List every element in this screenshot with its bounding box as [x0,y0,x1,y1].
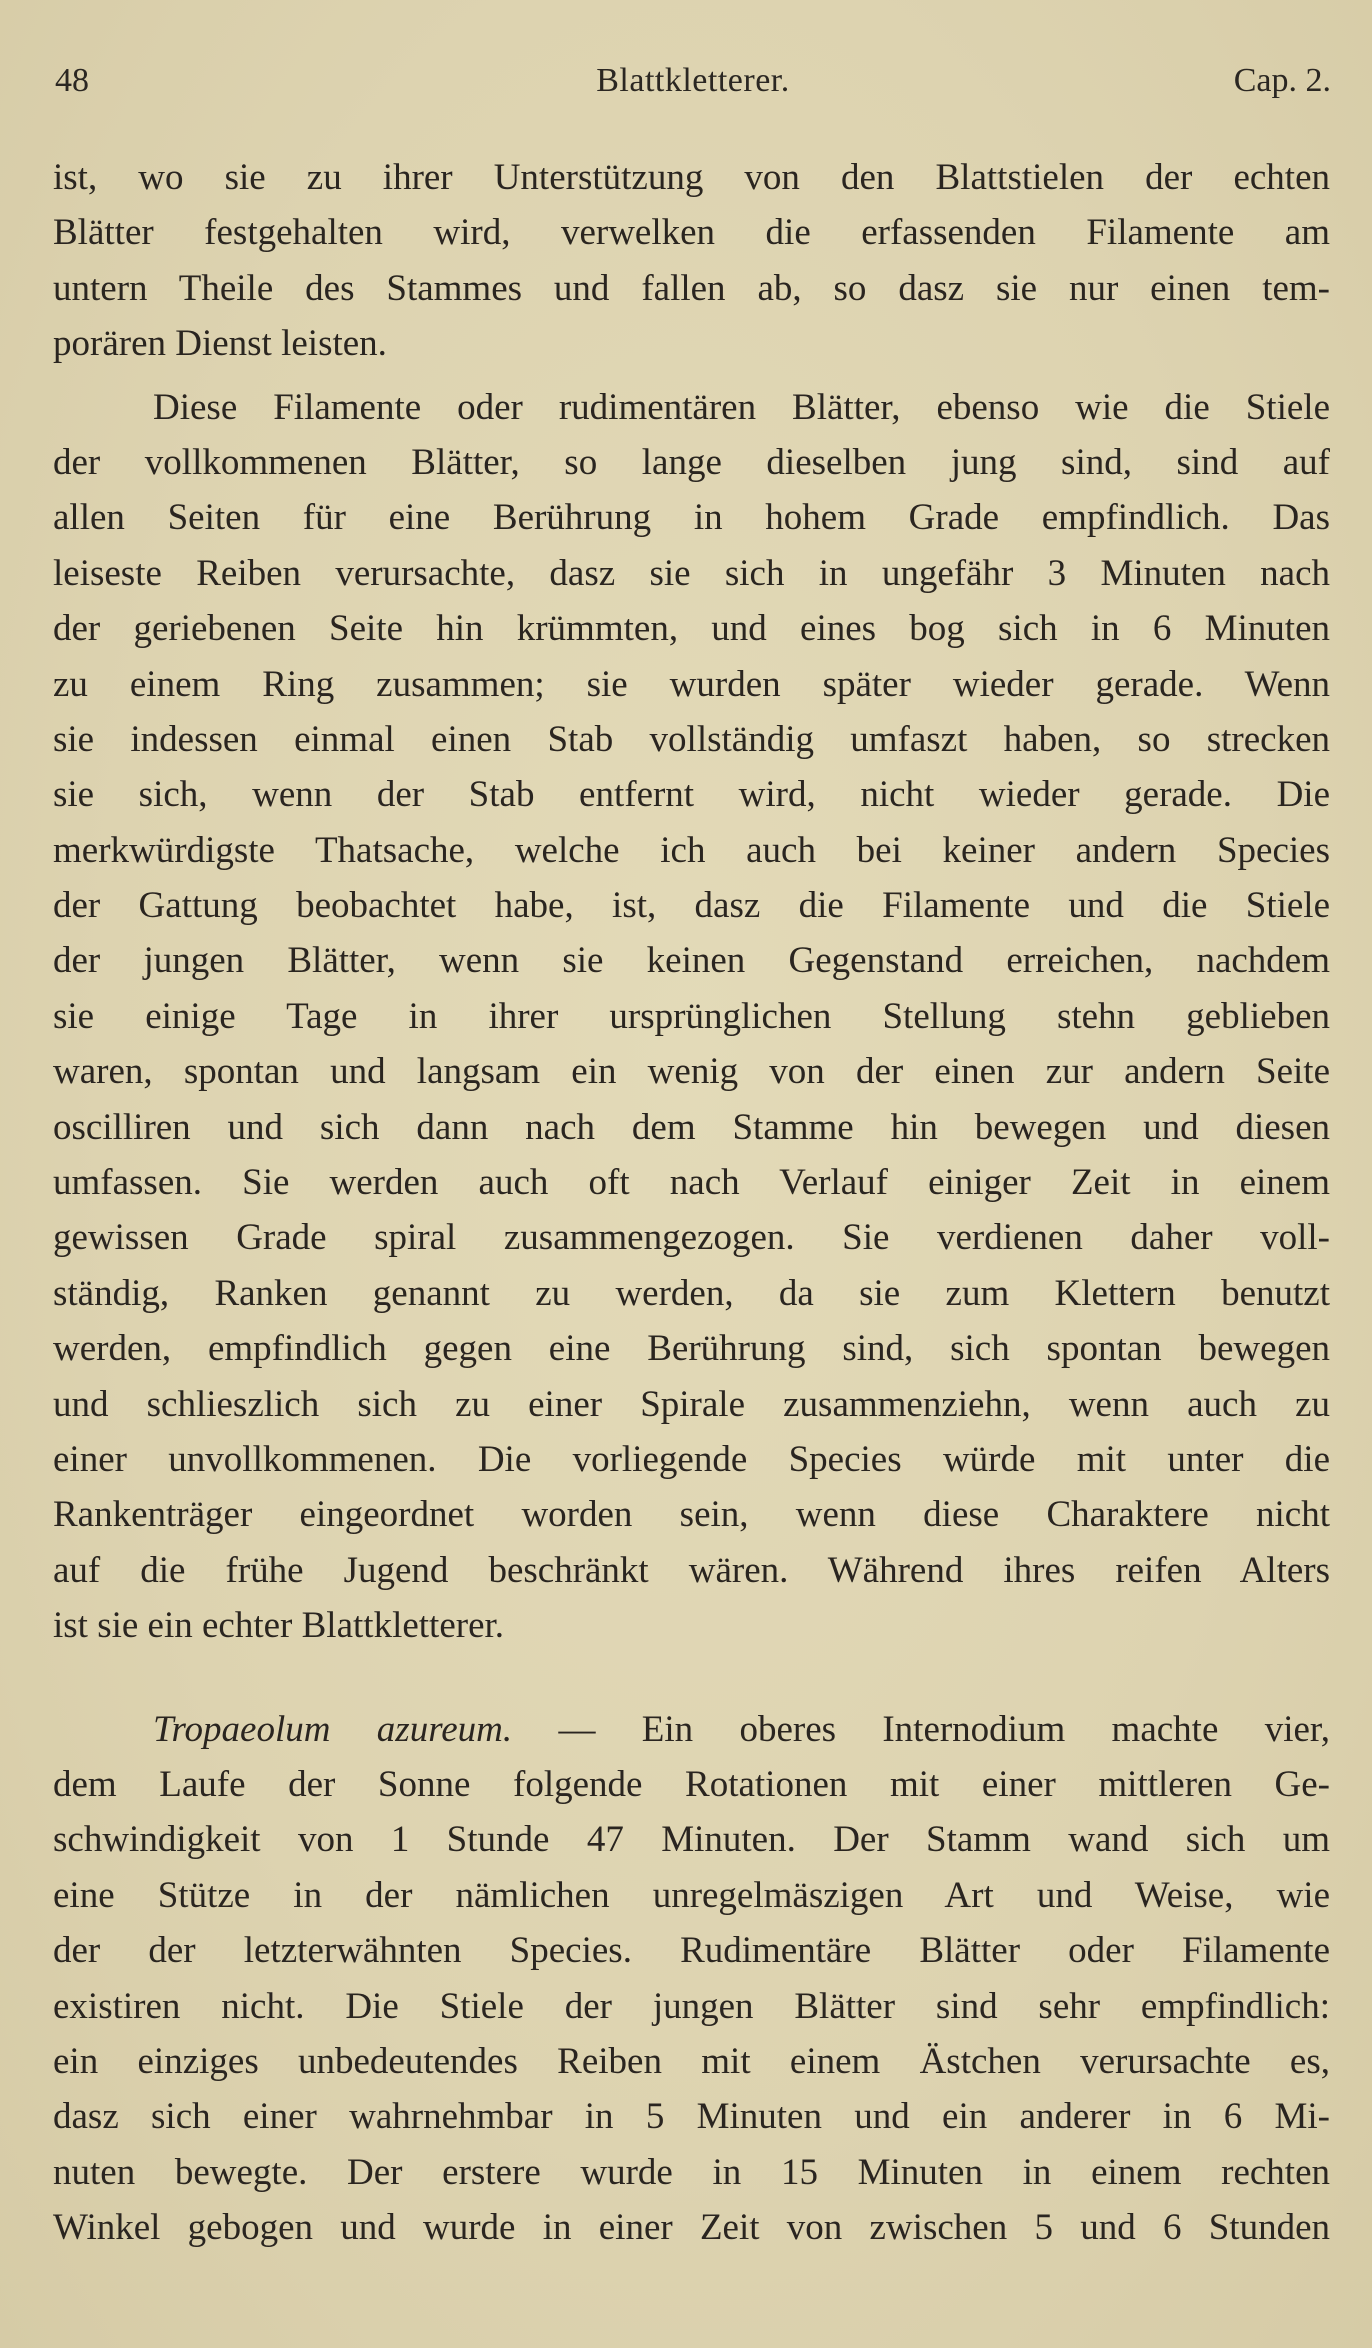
text-line: einer unvollkommenen. Die vorliegende Species würde mit unter die [53,1438,1330,1480]
paragraph-gap [53,1654,1330,1702]
text-line: ein einziges unbedeutendes Reiben mit einem Ästchen verursachte es, [53,2040,1330,2082]
text-line [53,1702,1330,1757]
text-line: untern Theile des Stammes und fallen ab, so dasz sie nur einen tem- [53,267,1330,309]
page-number: 48 [55,62,89,99]
text-line: dem Laufe der Sonne folgende Rotationen mit einer mittleren Ge- [53,1763,1330,1805]
text-line: umfassen. Sie werden auch oft nach Verlauf einiger Zeit in einem [53,1162,1330,1204]
text-fragment: — Ein oberes Internodium machte vier, [512,1708,1330,1750]
text-line: Winkel gebogen und wurde in einer Zeit von zwischen 5 und 6 Stunden [53,2207,1330,2249]
text-line: existiren nicht. Die Stiele der jungen Blätter sind sehr empfindlich: [53,1985,1330,2027]
text-line: nuten bewegte. Der erstere wurde in 15 Minuten in einem rechten [53,2151,1330,2193]
text-line: Diese Filamente oder rudimentären Blätter, ebenso wie die Stiele [153,386,1330,428]
text-line: werden, empfindlich gegen eine Berührung sind, sich spontan bewegen [53,1328,1330,1370]
paragraph-1 [53,150,1330,372]
text-line: sie indessen einmal einen Stab vollständig umfaszt haben, so strecken [53,718,1330,760]
text-line: der geriebenen Seite hin krümmten, und eines bog sich in 6 Minuten [53,608,1330,650]
text-line: ständig, Ranken genannt zu werden, da sie zum Klettern benutzt [53,1272,1330,1314]
chapter-label: Cap. 2. [1233,62,1331,99]
text-line: sie sich, wenn der Stab entfernt wird, nicht wieder gerade. Die [53,774,1330,816]
text-line: leiseste Reiben verursachte, dasz sie sich in ungefähr 3 Minuten nach [53,552,1330,594]
text-line: ist sie ein echter Blattkletterer. [53,1605,505,1647]
text-line: der vollkommenen Blätter, so lange dieselben jung sind, sind auf [53,441,1330,483]
body-text [53,150,1330,2255]
paragraph-3 [53,1702,1330,2256]
text-line: zu einem Ring zusammen; sie wurden später wieder gerade. Wenn [53,663,1330,705]
text-line: allen Seiten für eine Berührung in hohem Grade empfindlich. Das [53,497,1330,539]
text-line: der der letzterwähnten Species. Rudimentäre Blätter oder Filamente [53,1930,1330,1972]
text-line: Blätter festgehalten wird, verwelken die erfassenden Filamente am [53,212,1330,254]
text-line: merkwürdigste Thatsache, welche ich auch bei keiner andern Species [53,829,1330,871]
text-line: sie einige Tage in ihrer ursprünglichen Stellung stehn geblieben [53,995,1330,1037]
paragraph-gap [53,372,1330,380]
species-name: Tropaeolum azureum. [153,1708,513,1750]
text-line: oscilliren und sich dann nach dem Stamme hin bewegen und diesen [53,1106,1330,1148]
text-line: der Gattung beobachtet habe, ist, dasz die Filamente und die Stiele [53,885,1330,927]
text-line: dasz sich einer wahrnehmbar in 5 Minuten und ein anderer in 6 Mi- [53,2096,1330,2138]
text-line: porären Dienst leisten. [53,323,387,365]
text-line: und schlieszlich sich zu einer Spirale zusammenziehn, wenn auch zu [53,1383,1330,1425]
text-line: Rankenträger eingeordnet worden sein, wenn diese Charaktere nicht [53,1494,1330,1536]
text-line: schwindigkeit von 1 Stunde 47 Minuten. Der Stamm wand sich um [53,1819,1330,1861]
text-line: auf die frühe Jugend beschränkt wären. Während ihres reifen Alters [53,1549,1330,1591]
text-line: der jungen Blätter, wenn sie keinen Gegenstand erreichen, nachdem [53,940,1330,982]
text-line: waren, spontan und langsam ein wenig von der einen zur andern Seite [53,1051,1330,1093]
paragraph-2 [53,380,1330,1654]
text-line: gewissen Grade spiral zusammengezogen. Sie verdienen daher voll- [53,1217,1330,1259]
running-title: Blattkletterer. [596,62,790,99]
running-head [55,62,1331,112]
text-line: ist, wo sie zu ihrer Unterstützung von den Blattstielen der echten [53,157,1330,198]
text-line: eine Stütze in der nämlichen unregelmäszigen Art und Weise, wie [53,1874,1330,1916]
